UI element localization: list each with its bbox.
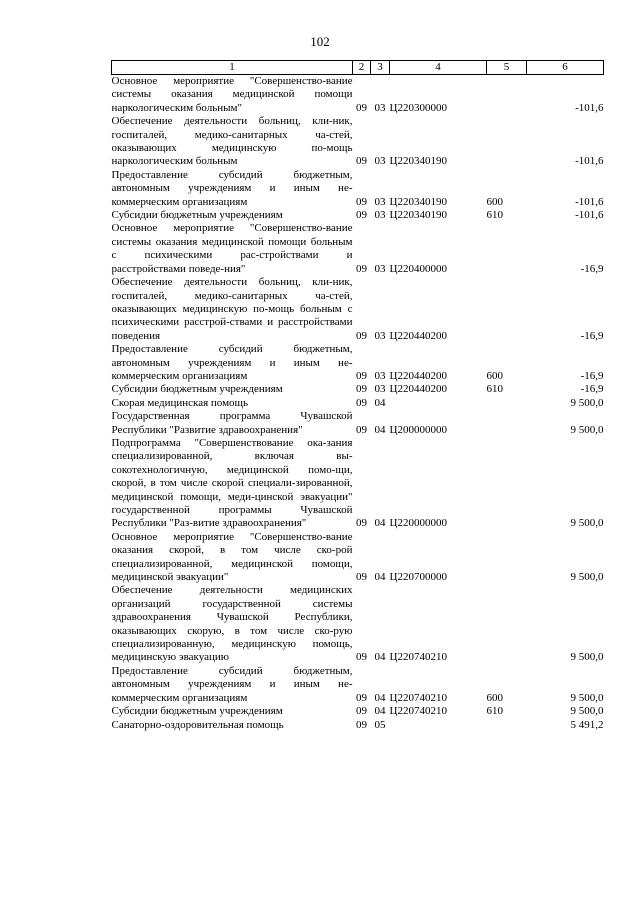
expense-type-code	[487, 719, 527, 732]
amount: -16,9	[580, 262, 604, 275]
subsection-code: 03	[374, 369, 386, 382]
subsection-code: 03	[374, 101, 386, 114]
expense-type-code	[487, 437, 527, 531]
row-description: Государственная программа Чувашской Республики "Развитие здравоохранения"	[111, 410, 353, 436]
table-header	[112, 61, 604, 75]
expense-type-code	[487, 276, 527, 343]
expense-type-code: 610	[486, 705, 503, 718]
target-article-code: Ц220000000	[389, 517, 447, 530]
section-code: 09	[356, 101, 367, 114]
amount: 9 500,0	[570, 517, 604, 530]
table-row	[112, 665, 604, 705]
subsection-code: 04	[374, 396, 386, 409]
column-header: 4	[390, 61, 487, 75]
subsection-code: 03	[374, 155, 386, 168]
section-code: 09	[356, 705, 367, 718]
target-article-code: Ц220340190	[389, 155, 447, 168]
amount: 9 500,0	[570, 691, 604, 704]
expense-type-code: 600	[486, 195, 503, 208]
column-header: 1	[112, 61, 353, 75]
amount: -16,9	[580, 383, 604, 396]
section-code: 09	[356, 517, 367, 530]
row-description: Обеспечение деятельности больниц, кли-ник, госпиталей, медико-санитарных ча-стей, оказывающих медицинскую по-мощь наркологическим больным	[111, 115, 353, 168]
target-article-code: Ц220340190	[389, 195, 447, 208]
expense-type-code	[487, 397, 527, 410]
amount: 5 491,2	[570, 718, 604, 731]
expense-type-code	[487, 75, 527, 116]
subsection-code: 04	[374, 517, 386, 530]
amount: -16,9	[580, 329, 604, 342]
table-row	[112, 531, 604, 585]
row-description: Субсидии бюджетным учреждениям	[111, 383, 283, 396]
expense-type-code: 600	[486, 691, 503, 704]
table-row	[112, 719, 604, 732]
amount: -101,6	[575, 209, 604, 222]
target-article-code: Ц220740210	[389, 651, 447, 664]
table-row	[112, 276, 604, 343]
column-header: 3	[371, 61, 390, 75]
page-number: 102	[310, 34, 330, 49]
amount: -101,6	[575, 101, 604, 114]
expense-type-code	[487, 584, 527, 664]
target-article-code: Ц220300000	[389, 101, 447, 114]
table-body	[112, 75, 604, 732]
table-row	[112, 169, 604, 209]
row-description: Основное мероприятие "Совершенство-вание системы оказания медицинской помощи больным с психическими рас-стройствами и расстройствами поведе-ния"	[111, 222, 353, 275]
subsection-code: 03	[374, 195, 386, 208]
subsection-code: 03	[374, 383, 386, 396]
expense-type-code: 600	[486, 369, 503, 382]
amount: 9 500,0	[570, 423, 604, 436]
target-article-code: Ц220440200	[389, 369, 447, 382]
target-article-code: Ц220440200	[389, 329, 447, 342]
table-row	[112, 397, 604, 410]
target-article-code	[390, 719, 487, 732]
table-row	[112, 75, 604, 116]
row-description: Основное мероприятие "Совершенство-вание оказания скорой, в том числе ско-рой специализированной, медицинской помощи, медицинской эвакуации"	[111, 530, 353, 584]
row-description: Предоставление субсидий бюджетным, автономным учреждениям и иным не-коммерческим организациям	[111, 343, 353, 382]
subsection-code: 04	[374, 705, 386, 718]
row-description: Скорая медицинская помощь	[111, 396, 249, 409]
amount: -101,6	[575, 195, 604, 208]
subsection-code: 03	[374, 262, 386, 275]
subsection-code: 03	[374, 209, 386, 222]
section-code: 09	[356, 718, 367, 731]
section-code: 09	[356, 651, 367, 664]
target-article-code: Ц220400000	[389, 262, 447, 275]
row-description: Основное мероприятие "Совершенство-вание системы оказания медицинской помощи наркологическим больным"	[111, 75, 353, 114]
expense-type-code: 610	[486, 383, 503, 396]
amount: 9 500,0	[570, 651, 604, 664]
table-row	[112, 115, 604, 169]
table-row	[112, 705, 604, 718]
section-code: 09	[356, 423, 367, 436]
amount: 9 500,0	[570, 571, 604, 584]
row-description: Субсидии бюджетным учреждениям	[111, 705, 283, 718]
subsection-code: 04	[374, 423, 386, 436]
row-description: Подпрограмма "Совершенствование ока-зания специализированной, включая вы-сокотехнологичную, медицинской помо-щи, скорой, в том числе скорой специали-зированной, медицинской помощи, меди-цинской эвакуации" государственной программы Чувашской Республики "Раз-витие здравоохранения"	[111, 436, 353, 530]
expense-type-code: 610	[486, 209, 503, 222]
row-description: Обеспечение деятельности больниц, кли-ник, госпиталей, медико-санитарных ча-стей, оказывающих медицинскую по-мощь больным с психическими расстрой-ствами и расстройствами поведения	[111, 276, 353, 342]
expense-type-code	[487, 222, 527, 276]
amount: -16,9	[580, 369, 604, 382]
row-description: Предоставление субсидий бюджетным, автономным учреждениям и иным не-коммерческим организациям	[111, 168, 353, 208]
amount: 9 500,0	[570, 396, 604, 409]
row-description: Санаторно-оздоровительная помощь	[111, 718, 284, 731]
subsection-code: 04	[374, 651, 386, 664]
target-article-code: Ц220440200	[389, 383, 447, 396]
section-code: 09	[356, 262, 367, 275]
subsection-code: 05	[374, 718, 386, 731]
table-row	[112, 437, 604, 531]
section-code: 09	[356, 396, 367, 409]
section-code: 09	[356, 329, 367, 342]
target-article-code: Ц220340190	[389, 209, 447, 222]
amount: -101,6	[575, 155, 604, 168]
section-code: 09	[356, 571, 367, 584]
table-row	[112, 209, 604, 222]
column-header: 5	[487, 61, 527, 75]
section-code: 09	[356, 155, 367, 168]
column-header: 6	[527, 61, 604, 75]
table-row	[112, 383, 604, 396]
target-article-code: Ц220740210	[389, 691, 447, 704]
table-row	[112, 343, 604, 383]
subsection-code: 03	[374, 329, 386, 342]
budget-table	[111, 60, 604, 732]
column-header: 2	[353, 61, 371, 75]
row-description: Субсидии бюджетным учреждениям	[111, 209, 283, 222]
target-article-code: Ц220700000	[389, 571, 447, 584]
section-code: 09	[356, 369, 367, 382]
column-number-row	[112, 61, 604, 75]
table-row	[112, 584, 604, 664]
expense-type-code	[487, 531, 527, 585]
section-code: 09	[356, 383, 367, 396]
target-article-code: Ц220740210	[389, 705, 447, 718]
expense-type-code	[487, 410, 527, 437]
section-code: 09	[356, 691, 367, 704]
target-article-code	[390, 397, 487, 410]
table-row	[112, 410, 604, 437]
target-article-code: Ц200000000	[389, 423, 447, 436]
section-code: 09	[356, 195, 367, 208]
row-description: Обеспечение деятельности медицинских организаций государственной системы здравоохранения Чувашской Республики, оказывающих скорую, в том числе ско-рую специализированную, медицинскую помощь, медицинскую эвакуацию	[111, 584, 353, 664]
table-row	[112, 222, 604, 276]
row-description: Предоставление субсидий бюджетным, автономным учреждениям и иным не-коммерческим организациям	[111, 664, 353, 704]
subsection-code: 04	[374, 691, 386, 704]
section-code: 09	[356, 209, 367, 222]
expense-type-code	[487, 115, 527, 169]
subsection-code: 04	[374, 571, 386, 584]
amount: 9 500,0	[570, 705, 604, 718]
